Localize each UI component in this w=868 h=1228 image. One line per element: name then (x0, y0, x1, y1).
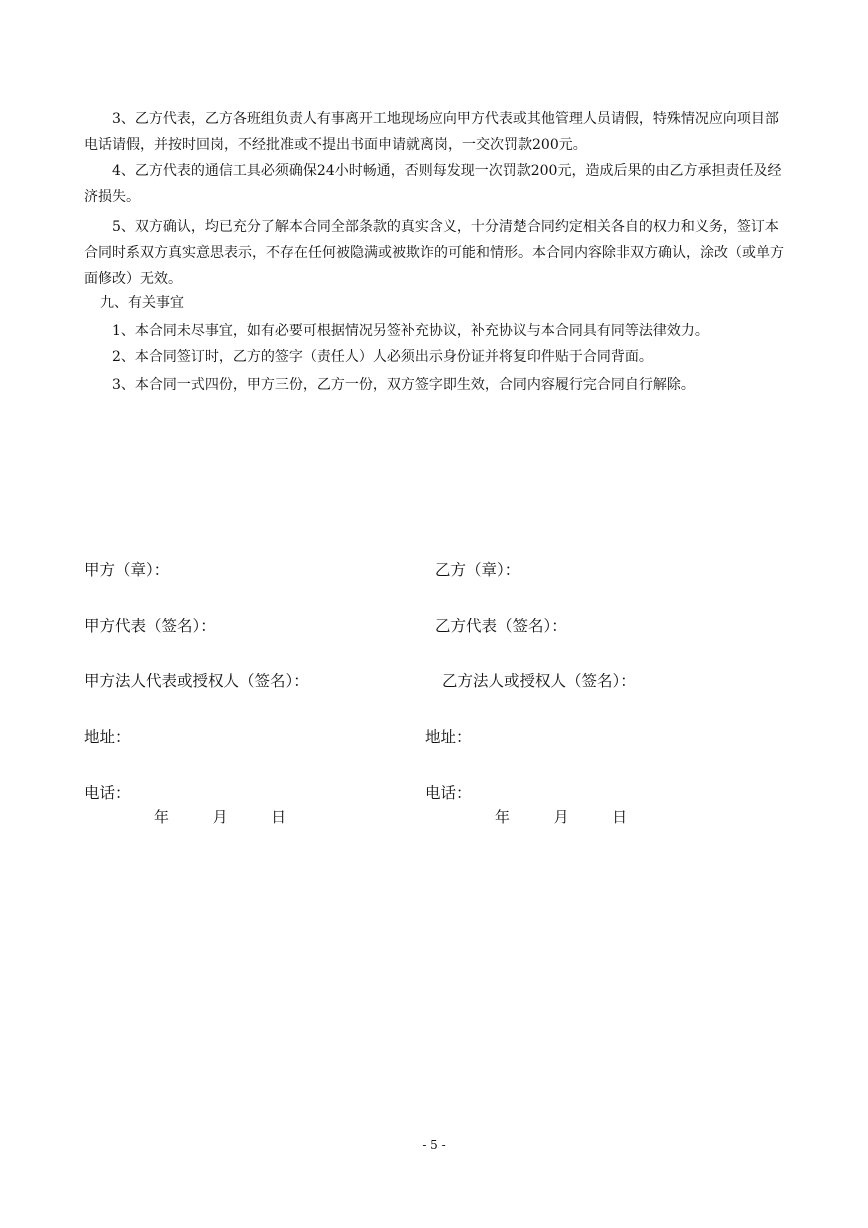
party-a-seal: 甲方（章）： (84, 561, 170, 579)
party-a-representative: 甲方代表（签名）： (84, 617, 216, 635)
party-a-phone: 电话： (84, 784, 131, 802)
party-b-date-month: 月 (553, 808, 569, 826)
party-b-date-day: 日 (612, 808, 628, 826)
party-b-address: 地址： (425, 728, 472, 746)
page-number: - 5 - (422, 1138, 446, 1152)
party-a-date-year: 年 (154, 808, 170, 826)
party-b-phone: 电话： (425, 784, 472, 802)
party-a-date-month: 月 (212, 808, 228, 826)
party-b-seal: 乙方（章）： (435, 561, 521, 579)
clause-3: 3、乙方代表，乙方各班组负责人有事离开工地现场应向甲方代表或其他管理人员请假，特殊情况应向项目部电话请假，并按时回岗，不经批准或不提出书面申请就离岗，一交次罚款200元。 (84, 111, 779, 153)
clause-5: 5、双方确认，均已充分了解本合同全部条款的真实含义，十分清楚合同约定相关各自的权力和义务，签订本合同时系双方真实意思表示，不存在任何被隐满或被欺诈的可能和情形。本合同内容除非双方确认，涂改（或单方面修改）无效。 (84, 219, 784, 287)
party-b-representative: 乙方代表（签名）： (435, 617, 567, 635)
party-b-date-year: 年 (495, 808, 511, 826)
section-9-item-3: 3、本合同一式四份，甲方三份，乙方一份，双方签字即生效，合同内容履行完合同自行解除。 (112, 377, 695, 393)
party-a-date-day: 日 (271, 808, 287, 826)
section-9-item-2: 2、本合同签订时，乙方的签字（责任人）人必须出示身份证并将复印件贴于合同背面。 (112, 349, 653, 365)
section-9-title: 九、有关事宜 (100, 295, 184, 311)
party-b-legal-representative: 乙方法人或授权人（签名）： (442, 672, 636, 690)
clause-4: 4、乙方代表的通信工具必须确保24小时畅通，否则每发现一次罚款200元，造成后果的由乙方承担责任及经济损失。 (84, 163, 782, 205)
party-a-date (154, 806, 286, 827)
party-a-address: 地址： (84, 728, 131, 746)
party-b-date (495, 806, 627, 827)
party-a-legal-representative: 甲方法人代表或授权人（签名）： (84, 672, 309, 690)
section-9-item-1: 1、本合同未尽事宜，如有必要可根据情况另签补充协议，补充协议与本合同具有同等法律效力。 (112, 323, 709, 339)
